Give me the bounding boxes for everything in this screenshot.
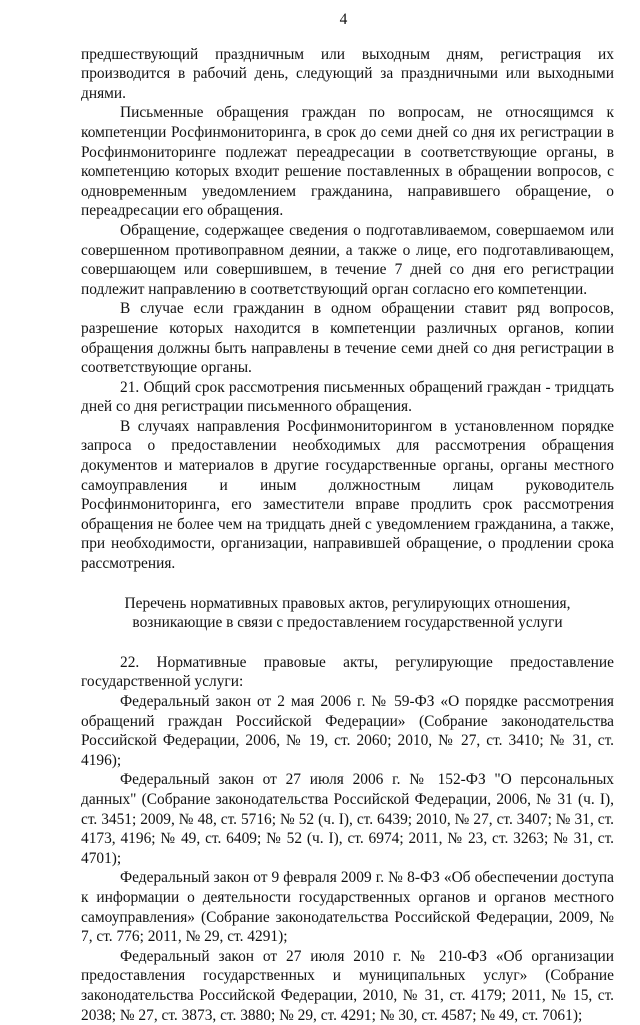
body-text-before bbox=[81, 45, 614, 574]
paragraph: 22. Нормативные правовые акты, регулирующие предоставление государственной услуги: bbox=[81, 653, 614, 691]
section-heading: Перечень нормативных правовых актов, регулирующих отношения, возникающие в связи с предоставлением государственной услуги bbox=[124, 594, 571, 632]
paragraph: В случаях направления Росфинмониторингом в установленном порядке запроса о предоставлении необходимых для рассмотрения обращения документов и материалов в другие государственные органы, органы местного самоуправления и иным должностным лицам руководитель Росфинмониторинга, его заместители вправе продлить срок рассмотрения обращения не более чем на тридцать дней с уведомлением гражданина, а также, при необходимости, организации, направившей обращение, о продлении срока рассмотрения. bbox=[81, 417, 614, 573]
paragraph: Обращение, содержащее сведения о подготавливаемом, совершаемом или совершенном противоправном деянии, а также о лице, его подготавливающем, совершающем или совершившем, в течение 7 дней со дня его регистрации подлежит направлению в соответствующий орган согласно его компетенции. bbox=[81, 221, 614, 298]
paragraph: Федеральный закон от 9 февраля 2009 г. № 8-ФЗ «Об обеспечении доступа к информации о деятельности государственных органов и органов местного самоуправления» (Собрание законодательства Российской Федерации, 2009, № 7, ст. 776; 2011, № 29, ст. 4291); bbox=[81, 869, 614, 946]
paragraph: Федеральный закон от 27 июля 2010 г. № 210-ФЗ «Об организации предоставления государственных и муниципальных услуг» (Собрание законодательства Российской Федерации, 2010, № 31, ст. 4179; 2011, № 15, ст. 2038; № 27, ст. 3873, ст. 3880; № 29, ст. 4291; № 30, ст. 4587; № 49, ст. 7061); bbox=[81, 947, 614, 1024]
paragraph: В случае если гражданин в одном обращении ставит ряд вопросов, разрешение которых находится в компетенции различных органов, копии обращения должны быть направлены в течение семи дней со дня регистрации в соответствующие органы. bbox=[81, 300, 614, 377]
paragraph: предшествующий праздничным или выходным дням, регистрация их производится в рабочий день, следующий за праздничными или выходными днями. bbox=[81, 45, 614, 102]
page-number: 4 bbox=[339, 11, 348, 28]
paragraph: Федеральный закон от 2 мая 2006 г. № 59-ФЗ «О порядке рассмотрения обращений граждан Российской Федерации» (Собрание законодательства Российской Федерации, 2006, № 19, ст. 2060; 2010, № 27, ст. 3410; № 31, ст. 4196); bbox=[81, 693, 614, 769]
body-text-after bbox=[81, 653, 614, 1025]
paragraph: Письменные обращения граждан по вопросам, не относящимся к компетенции Росфинмониторинга, в срок до семи дней со дня их регистрации в Росфинмониторинге подлежат переадресации в соответствующие органы, в компетенцию которых входит решение поставленных в обращении вопросов, с одновременным уведомлением гражданина, направившего обращение, о переадресации его обращения. bbox=[81, 104, 614, 220]
paragraph: Федеральный закон от 27 июля 2006 г. № 152-ФЗ "О персональных данных" (Собрание законодательства Российской Федерации, 2006, № 31 (ч. I), ст. 3451; 2009, № 48, ст. 5716; № 52 (ч. I), ст. 6439; 2010, № 27, ст. 3407; № 31, ст. 4173, 4196; № 49, ст. 6409; № 52 (ч. I), ст. 6974; 2011, № 23, ст. 3263; № 31, ст. 4701); bbox=[81, 771, 614, 867]
paragraph: 21. Общий срок рассмотрения письменных обращений граждан - тридцать дней со дня регистрации письменного обращения. bbox=[81, 378, 614, 416]
